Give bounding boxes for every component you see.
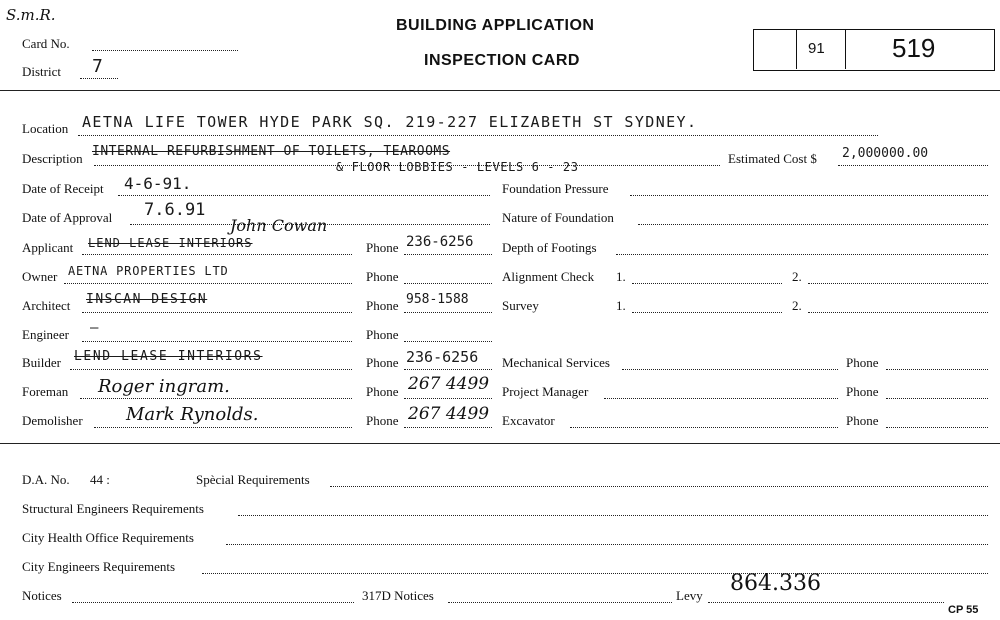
levy-value: 864.336: [730, 571, 821, 596]
depth-of-footings-label: Depth of Footings: [502, 240, 597, 255]
structural-line: [238, 515, 988, 516]
demolisher-label: Demolisher: [22, 413, 83, 428]
city-engineers-label: City Engineers Requirements: [22, 559, 176, 574]
mechanical-phone-label: Phone: [846, 355, 879, 370]
alignment-check-num2: 2.: [792, 269, 802, 284]
nature-of-foundation-line: [638, 224, 988, 225]
architect-line: [82, 312, 352, 313]
date-of-approval-value: 7.6.91: [144, 200, 206, 220]
project-manager-phone-line: [886, 398, 988, 399]
date-of-receipt-value: 4-6-91.: [124, 174, 192, 193]
architect-label: Architect: [22, 298, 71, 313]
owner-line: [64, 283, 352, 284]
architect-phone-value: 958-1588: [406, 292, 469, 307]
317d-notices-line: [448, 602, 672, 603]
card-number-box: [753, 29, 995, 71]
alignment-check-line2: [808, 283, 988, 284]
da-no-value: 44 :: [90, 472, 110, 487]
location-line: [78, 135, 878, 136]
estimated-cost-label: Estimated Cost $: [728, 151, 817, 166]
mechanical-phone-line: [886, 369, 988, 370]
demolisher-phone-label: Phone: [366, 413, 399, 428]
date-of-receipt-label: Date of Receipt: [22, 181, 104, 196]
317d-notices-label: 317D Notices: [362, 588, 434, 603]
applicant-phone-label: Phone: [366, 240, 399, 255]
location-label: Location: [22, 121, 69, 136]
architect-value: INSCAN DESIGN: [86, 292, 208, 307]
foreman-label: Foreman: [22, 384, 69, 399]
foreman-phone-value: 267 4499: [408, 374, 490, 394]
box-large-number: 519: [892, 33, 936, 63]
builder-label: Builder: [22, 355, 61, 370]
alignment-check-label: Alignment Check: [502, 269, 595, 284]
alignment-check-line1: [632, 283, 782, 284]
engineer-phone-line: [404, 341, 492, 342]
depth-of-footings-line: [616, 254, 988, 255]
title-line-1: BUILDING APPLICATION: [396, 17, 595, 34]
description-value: INTERNAL REFURBISHMENT OF TOILETS, TEAROOMS: [92, 144, 451, 159]
title-line-2: INSPECTION CARD: [424, 52, 580, 69]
foreman-line: [80, 398, 352, 399]
mechanical-services-line: [622, 369, 838, 370]
applicant-value: LEND LEASE INTERIORS: [88, 236, 253, 250]
description-label: Description: [22, 151, 83, 166]
project-manager-phone-label: Phone: [846, 384, 879, 399]
foundation-pressure-line: [630, 195, 988, 196]
engineer-label: Engineer: [22, 327, 69, 342]
district-value: 7: [92, 56, 103, 77]
owner-value: AETNA PROPERTIES LTD: [68, 264, 229, 278]
foreman-phone-label: Phone: [366, 384, 399, 399]
project-manager-line: [604, 398, 838, 399]
owner-phone-label: Phone: [366, 269, 399, 284]
structural-label: Structural Engineers Requirements: [22, 501, 204, 516]
card-no-label: Card No.: [22, 36, 70, 51]
health-line: [226, 544, 988, 545]
header-annotation: S.m.R.: [6, 6, 56, 24]
foreman-value: Roger ingram.: [98, 376, 230, 397]
section-divider: [0, 443, 1000, 444]
da-no-label: D.A. No.: [22, 472, 70, 487]
location-value: AETNA LIFE TOWER HYDE PARK SQ. 219-227 ELIZABETH ST SYDNEY.: [82, 113, 698, 131]
foundation-pressure-label: Foundation Pressure: [502, 181, 609, 196]
demolisher-value: Mark Rynolds.: [126, 404, 259, 425]
builder-phone-value: 236-6256: [406, 348, 479, 366]
engineer-phone-label: Phone: [366, 327, 399, 342]
applicant-label: Applicant: [22, 240, 74, 255]
nature-of-foundation-label: Nature of Foundation: [502, 210, 614, 225]
engineer-value: —: [90, 320, 99, 336]
foreman-phone-line: [404, 398, 492, 399]
builder-line: [70, 369, 352, 370]
city-engineers-line: [202, 573, 988, 574]
survey-num1: 1.: [616, 298, 626, 313]
survey-label: Survey: [502, 298, 539, 313]
architect-phone-line: [404, 312, 492, 313]
box-small-number: 91: [808, 40, 825, 57]
approval-signature: John Cowan: [230, 216, 328, 235]
levy-line: [708, 602, 944, 603]
builder-phone-label: Phone: [366, 355, 399, 370]
engineer-line: [82, 341, 352, 342]
project-manager-label: Project Manager: [502, 384, 589, 399]
estimated-cost-value: 2,000000.00: [842, 146, 929, 161]
description-value-2: & FLOOR LOBBIES - LEVELS 6 - 23: [336, 160, 579, 174]
applicant-phone-value: 236-6256: [406, 234, 474, 250]
excavator-label: Excavator: [502, 413, 555, 428]
survey-line2: [808, 312, 988, 313]
excavator-phone-line: [886, 427, 988, 428]
notices-label: Notices: [22, 588, 62, 603]
applicant-line: [82, 254, 352, 255]
mechanical-services-label: Mechanical Services: [502, 355, 610, 370]
district-line: [80, 78, 118, 79]
builder-phone-line: [404, 369, 492, 370]
applicant-phone-line: [404, 254, 492, 255]
excavator-line: [570, 427, 838, 428]
owner-label: Owner: [22, 269, 58, 284]
owner-phone-line: [404, 283, 492, 284]
special-requirements-line: [330, 486, 988, 487]
demolisher-phone-value: 267 4499: [408, 404, 490, 424]
builder-value: LEND LEASE INTERIORS: [74, 349, 263, 364]
date-of-receipt-line: [118, 195, 490, 196]
architect-phone-label: Phone: [366, 298, 399, 313]
header-divider: [0, 90, 1000, 91]
levy-label: Levy: [676, 588, 703, 603]
survey-line1: [632, 312, 782, 313]
form-code: CP 55: [948, 604, 979, 616]
notices-line: [72, 602, 354, 603]
demolisher-phone-line: [404, 427, 492, 428]
alignment-check-num1: 1.: [616, 269, 626, 284]
special-requirements-label: Spècial Requirements: [196, 472, 310, 487]
date-of-approval-label: Date of Approval: [22, 210, 113, 225]
excavator-phone-label: Phone: [846, 413, 879, 428]
card-no-line: [92, 50, 238, 51]
demolisher-line: [94, 427, 352, 428]
health-label: City Health Office Requirements: [22, 530, 194, 545]
estimated-cost-line: [838, 165, 988, 166]
survey-num2: 2.: [792, 298, 802, 313]
district-label: District: [22, 64, 61, 79]
